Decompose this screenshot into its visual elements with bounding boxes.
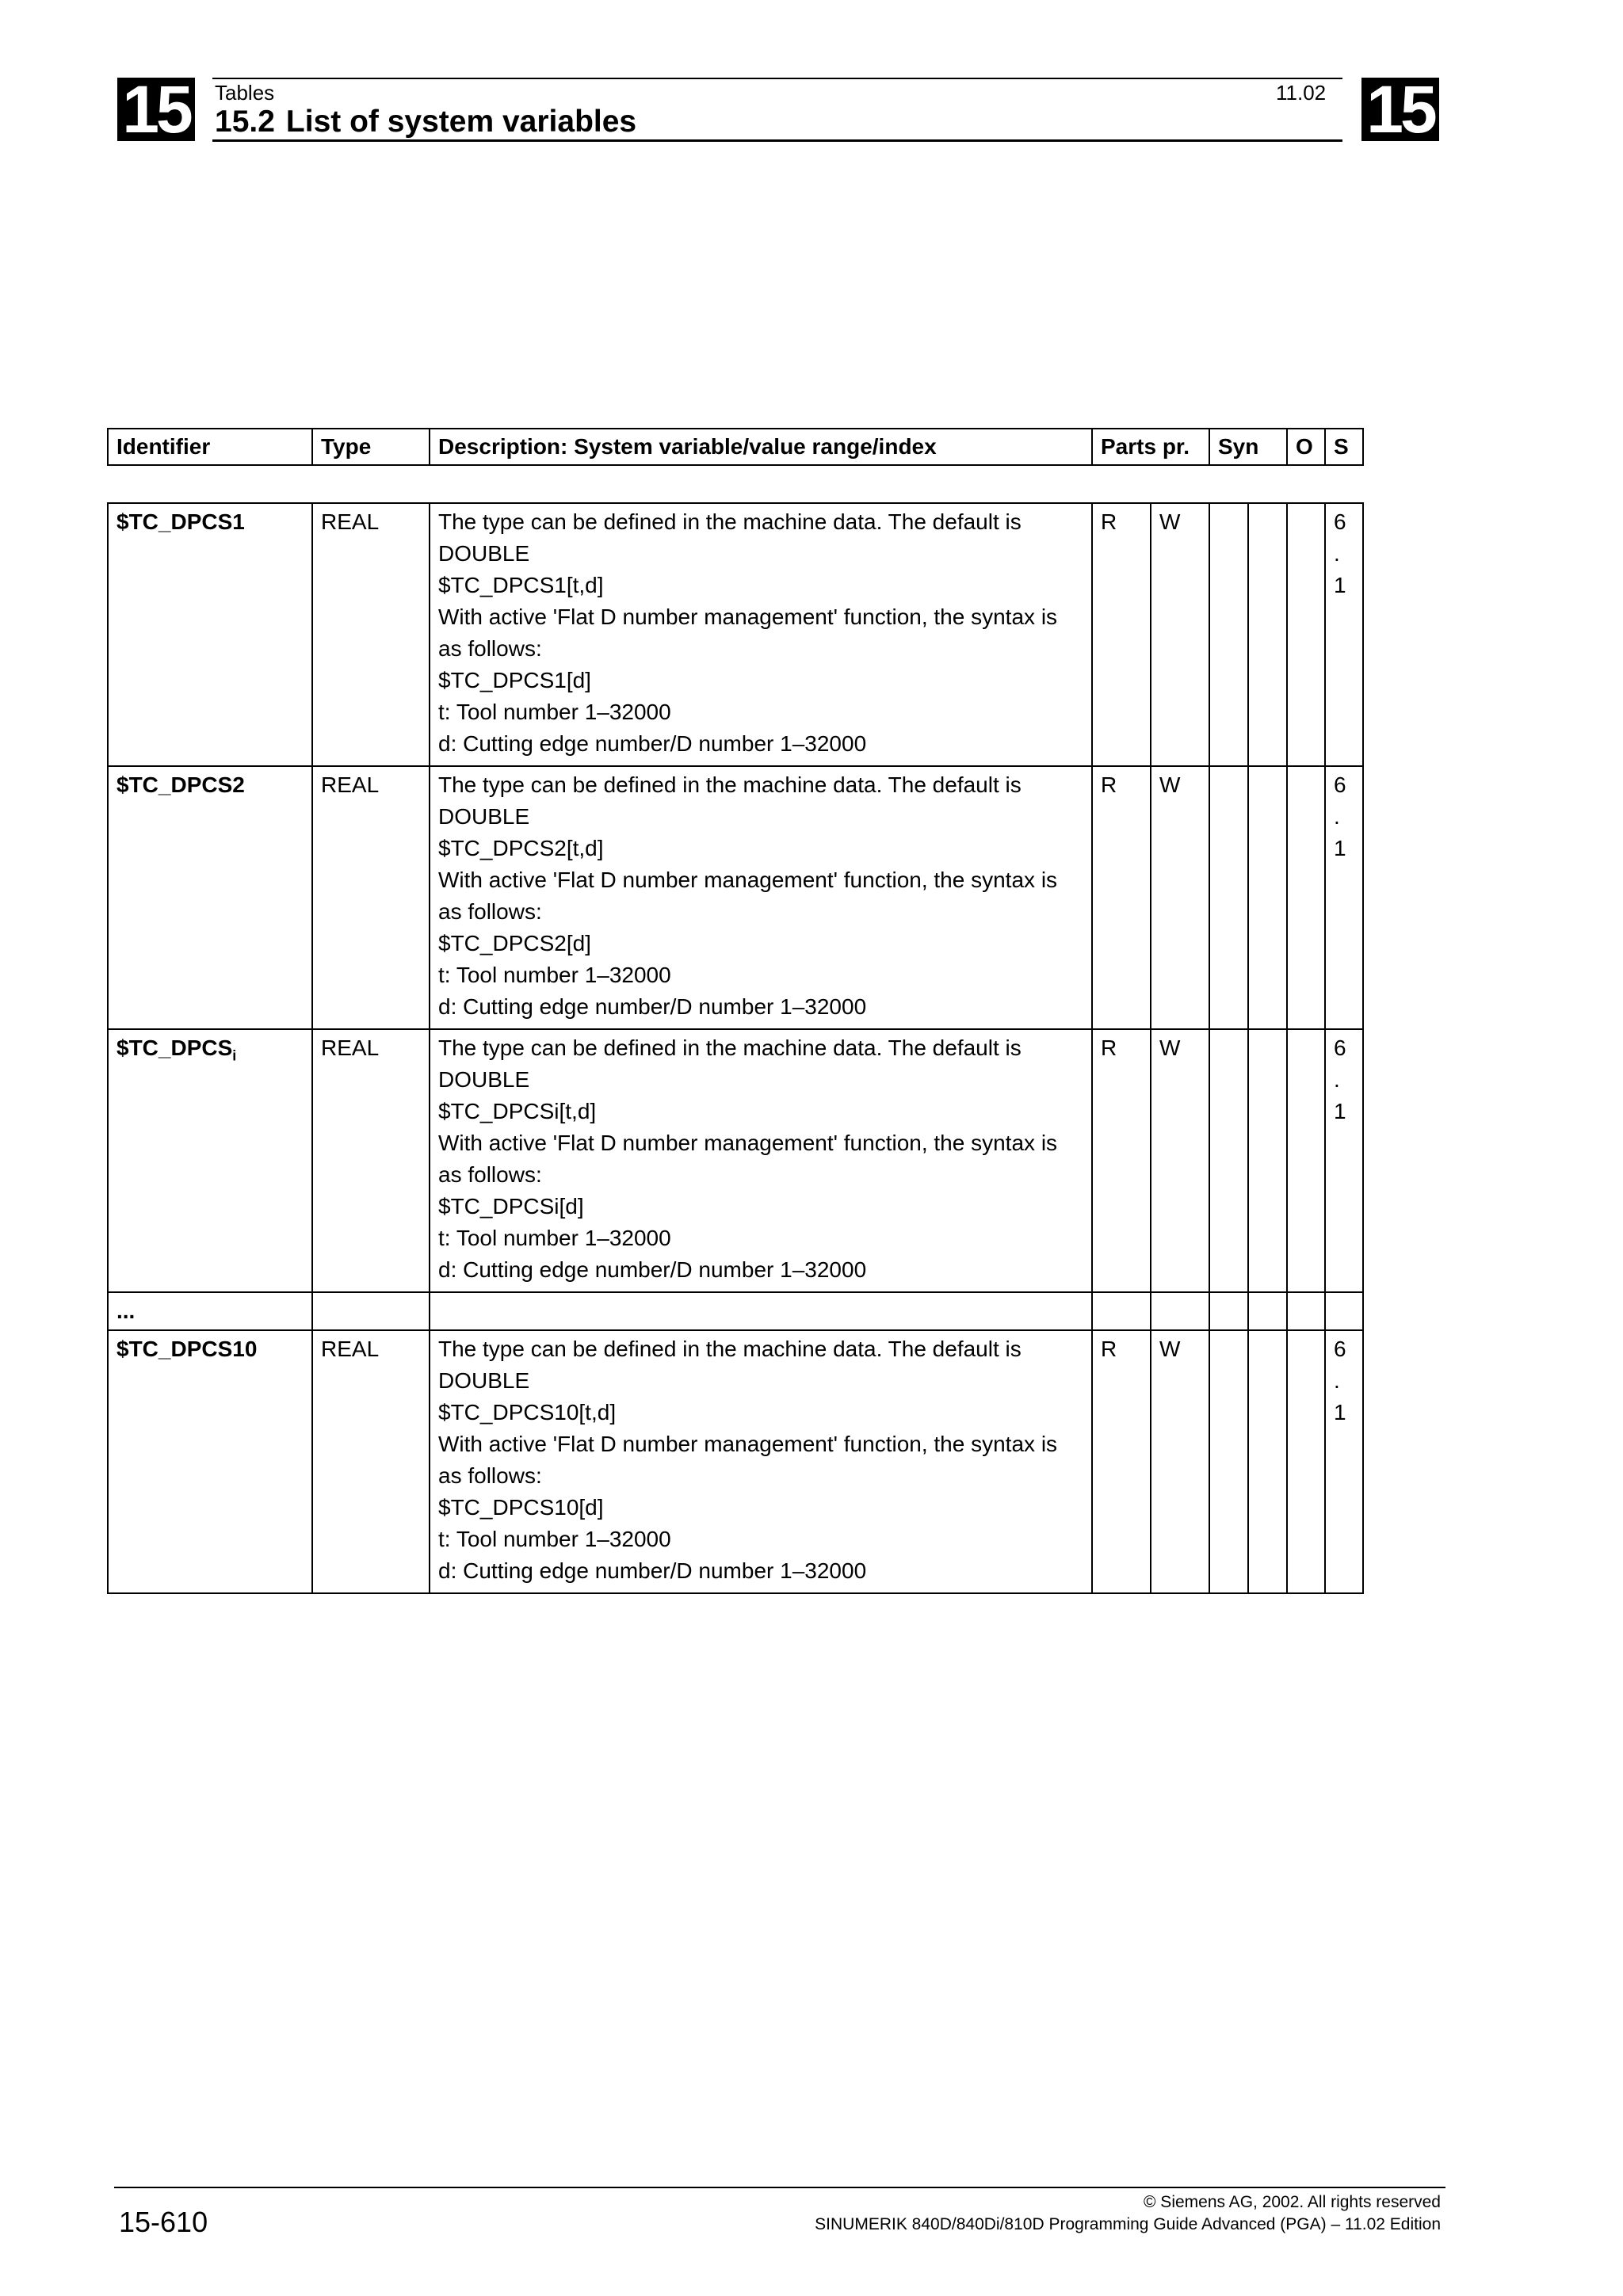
description-line: The type can be defined in the machine data. The default is xyxy=(438,1337,1022,1361)
description-line: $TC_DPCSi[d] xyxy=(438,1194,584,1219)
col-header-s: S xyxy=(1325,429,1363,465)
description-line: With active 'Flat D number management' function, the syntax is xyxy=(438,605,1058,629)
description-line: With active 'Flat D number management' function, the syntax is xyxy=(438,1131,1058,1155)
identifier-cell xyxy=(108,1029,312,1292)
s-cell xyxy=(1325,1292,1363,1330)
col-header-o: O xyxy=(1287,429,1325,465)
chapter-number-badge-right: 15 xyxy=(1361,78,1439,141)
type-cell: REAL xyxy=(312,1330,430,1593)
description-cell xyxy=(430,503,1092,766)
o-cell xyxy=(1287,766,1325,1029)
page-number: 15-610 xyxy=(119,2206,208,2238)
header-top-rule xyxy=(212,78,1342,79)
col-header-parts-pr: Parts pr. xyxy=(1092,429,1209,465)
description-line: The type can be defined in the machine data. The default is xyxy=(438,1035,1022,1060)
description-line: $TC_DPCS1[t,d] xyxy=(438,573,604,597)
syn-cell-2 xyxy=(1248,1292,1287,1330)
syn-cell-2 xyxy=(1248,1029,1287,1292)
col-header-syn: Syn xyxy=(1209,429,1287,465)
description-line: $TC_DPCS1[d] xyxy=(438,668,591,692)
col-header-description: Description: System variable/value range/index xyxy=(430,429,1092,465)
description-line: $TC_DPCS10[t,d] xyxy=(438,1400,617,1425)
description-line: DOUBLE xyxy=(438,804,530,829)
description-cell xyxy=(430,1292,1092,1330)
identifier-text: $TC_DPCS2 xyxy=(116,772,245,797)
parts-w-cell: W xyxy=(1151,1029,1209,1292)
s-value-line: 6 xyxy=(1334,1337,1346,1361)
chapter-number-badge-left: 15 xyxy=(117,78,195,141)
type-cell: REAL xyxy=(312,1029,430,1292)
title-text: List of system variables xyxy=(285,105,637,139)
col-header-identifier: Identifier xyxy=(108,429,312,465)
description-line: as follows: xyxy=(438,899,542,924)
s-value-line: . xyxy=(1334,804,1340,829)
parts-w-cell: W xyxy=(1151,1330,1209,1593)
s-value-line: 1 xyxy=(1334,1400,1346,1425)
syn-cell-1 xyxy=(1209,1292,1248,1330)
description-line: $TC_DPCSi[t,d] xyxy=(438,1099,597,1123)
parts-w-cell: W xyxy=(1151,503,1209,766)
table-row xyxy=(108,1330,1363,1593)
s-value-line: 6 xyxy=(1334,772,1346,797)
s-value-line: . xyxy=(1334,1067,1340,1092)
parts-r-cell: R xyxy=(1092,1330,1151,1593)
parts-r-cell: R xyxy=(1092,1029,1151,1292)
table-row xyxy=(108,503,1363,766)
parts-r-cell: R xyxy=(1092,503,1151,766)
o-cell xyxy=(1287,503,1325,766)
type-cell: REAL xyxy=(312,766,430,1029)
s-value-line: 6 xyxy=(1334,509,1346,534)
page-title xyxy=(215,105,636,139)
syn-cell-1 xyxy=(1209,1029,1248,1292)
type-cell xyxy=(312,1292,430,1330)
s-cell xyxy=(1325,1330,1363,1593)
description-line: $TC_DPCS10[d] xyxy=(438,1495,604,1520)
table-row xyxy=(108,1292,1363,1330)
description-line: The type can be defined in the machine data. The default is xyxy=(438,509,1022,534)
identifier-text: $TC_DPCS10 xyxy=(116,1337,258,1361)
footer-guide-title: SINUMERIK 840D/840Di/810D Programming Guide Advanced (PGA) – 11.02 Edition xyxy=(815,2215,1441,2233)
s-value-line: . xyxy=(1334,1368,1340,1393)
identifier-text: $TC_DPCS1 xyxy=(116,509,245,534)
identifier-text: ... xyxy=(116,1299,136,1323)
o-cell xyxy=(1287,1292,1325,1330)
description-line: d: Cutting edge number/D number 1–32000 xyxy=(438,1257,867,1282)
identifier-text: $TC_DPCS xyxy=(116,1035,233,1060)
syn-cell-1 xyxy=(1209,503,1248,766)
parts-w-cell: W xyxy=(1151,766,1209,1029)
identifier-cell xyxy=(108,766,312,1029)
syn-cell-2 xyxy=(1248,503,1287,766)
description-line: t: Tool number 1–32000 xyxy=(438,1527,671,1551)
description-line: With active 'Flat D number management' function, the syntax is xyxy=(438,868,1058,892)
o-cell xyxy=(1287,1330,1325,1593)
parts-r-cell xyxy=(1092,1292,1151,1330)
identifier-subscript: i xyxy=(232,1047,237,1064)
title-number: 15.2 xyxy=(215,105,275,139)
column-header-table xyxy=(107,428,1364,466)
description-line: d: Cutting edge number/D number 1–32000 xyxy=(438,1558,867,1583)
description-line: d: Cutting edge number/D number 1–32000 xyxy=(438,994,867,1019)
footer-copyright: © Siemens AG, 2002. All rights reserved xyxy=(1144,2193,1441,2211)
table-row xyxy=(108,1029,1363,1292)
description-line: as follows: xyxy=(438,1162,542,1187)
s-value-line: . xyxy=(1334,541,1340,566)
table-row xyxy=(108,766,1363,1029)
description-line: DOUBLE xyxy=(438,541,530,566)
description-line: t: Tool number 1–32000 xyxy=(438,963,671,987)
syn-cell-2 xyxy=(1248,766,1287,1029)
col-header-type: Type xyxy=(312,429,430,465)
header-section-label: Tables xyxy=(215,81,275,105)
description-cell xyxy=(430,766,1092,1029)
description-line: as follows: xyxy=(438,636,542,661)
s-value-line: 6 xyxy=(1334,1035,1346,1060)
header-bottom-rule xyxy=(212,139,1342,142)
identifier-cell xyxy=(108,1292,312,1330)
syn-cell-1 xyxy=(1209,766,1248,1029)
description-line: The type can be defined in the machine data. The default is xyxy=(438,772,1022,797)
description-line: as follows: xyxy=(438,1463,542,1488)
description-line: $TC_DPCS2[t,d] xyxy=(438,836,604,860)
description-line: t: Tool number 1–32000 xyxy=(438,1226,671,1250)
syn-cell-2 xyxy=(1248,1330,1287,1593)
identifier-cell xyxy=(108,503,312,766)
column-header-row xyxy=(108,429,1363,465)
system-variables-table xyxy=(107,502,1364,1594)
description-line: With active 'Flat D number management' function, the syntax is xyxy=(438,1432,1058,1456)
s-cell xyxy=(1325,766,1363,1029)
description-line: $TC_DPCS2[d] xyxy=(438,931,591,955)
type-cell: REAL xyxy=(312,503,430,766)
description-line: DOUBLE xyxy=(438,1368,530,1393)
s-value-line: 1 xyxy=(1334,836,1346,860)
parts-w-cell xyxy=(1151,1292,1209,1330)
s-cell xyxy=(1325,1029,1363,1292)
o-cell xyxy=(1287,1029,1325,1292)
description-line: d: Cutting edge number/D number 1–32000 xyxy=(438,731,867,756)
syn-cell-1 xyxy=(1209,1330,1248,1593)
description-line: DOUBLE xyxy=(438,1067,530,1092)
s-value-line: 1 xyxy=(1334,573,1346,597)
description-line: t: Tool number 1–32000 xyxy=(438,700,671,724)
s-cell xyxy=(1325,503,1363,766)
description-cell xyxy=(430,1029,1092,1292)
s-value-line: 1 xyxy=(1334,1099,1346,1123)
parts-r-cell: R xyxy=(1092,766,1151,1029)
identifier-cell xyxy=(108,1330,312,1593)
header-edition: 11.02 xyxy=(1276,81,1327,105)
description-cell xyxy=(430,1330,1092,1593)
footer-rule xyxy=(114,2187,1445,2188)
